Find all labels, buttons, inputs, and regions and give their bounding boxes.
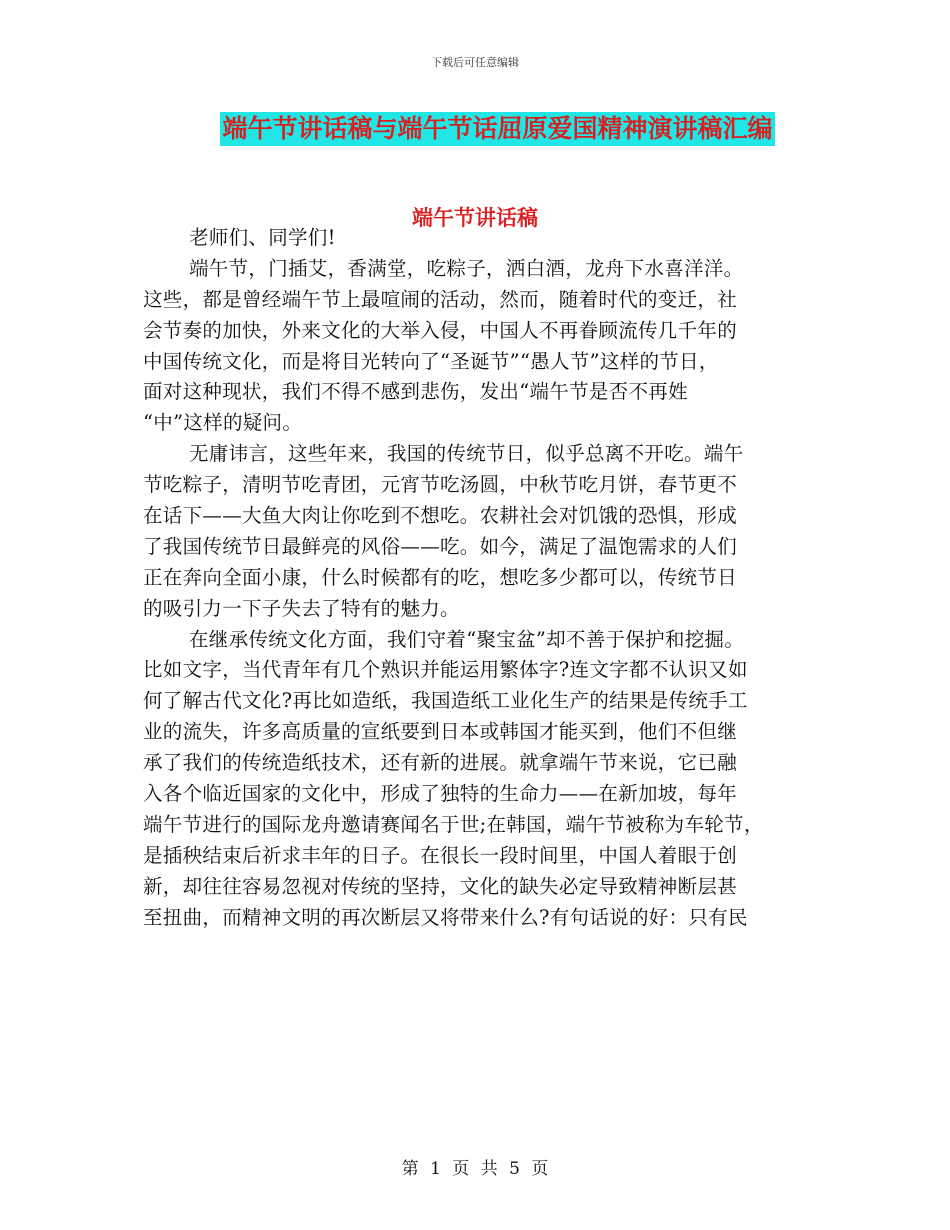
body-text-line: 端午节进行的国际龙舟邀请赛闻名于世;在韩国，端午节被称为车轮节， [143,812,764,836]
body-text-line: 比如文字，当代青年有几个熟识并能运用繁体字?连文字都不认识又如 [143,658,748,682]
body-text-line: 面对这种现状，我们不得不感到悲伤，发出“端午节是否不再姓 [143,380,688,404]
body-text-line: 的吸引力一下子失去了特有的魅力。 [143,596,460,620]
body-text-line: 正在奔向全面小康，什么时候都有的吃，想吃多少都可以，传统节日 [143,565,738,589]
document-body [143,223,808,933]
body-text-line: 新，却往往容易忽视对传统的坚持，文化的缺失必定导致精神断层甚 [143,874,738,898]
body-text-line: 老师们、同学们! [189,226,336,249]
page-header-note: 下载后可任意编辑 [431,56,519,69]
body-text-line: 端午节，门插艾，香满堂，吃粽子，洒白酒，龙舟下水喜洋洋。 [189,256,744,280]
body-text-line: 会节奏的加快，外来文化的大举入侵，中国人不再眷顾流传几千年的 [143,318,738,342]
body-text-line: 业的流失，许多高质量的宣纸要到日本或韩国才能买到，他们不但继 [143,720,738,744]
body-text-line: 中国传统文化，而是将目光转向了“圣诞节”“愚人节”这样的节日， [143,349,719,373]
document-title: 端午节讲话稿与端午节话屈原爱国精神演讲稿汇编 [220,112,774,146]
body-text-line: 至扭曲，而精神文明的再次断层又将带来什么?有句话说的好：只有民 [143,905,748,929]
page-footer: 第 1 页 共 5 页 [401,1159,549,1179]
body-text-line: 是插秧结束后祈求丰年的日子。在很长一段时间里，中国人着眼于创 [143,843,738,867]
document-title-container [0,112,950,146]
body-text-line: 入各个临近国家的文化中，形成了独特的生命力——在新加坡，每年 [143,782,738,806]
body-text-line: 承了我们的传统造纸技术，还有新的进展。就拿端午节来说，它已融 [143,751,738,775]
body-text-line: 在继承传统文化方面，我们守着“聚宝盆”却不善于保护和挖掘。 [189,627,745,651]
body-text-line: 何了解古代文化?再比如造纸，我国造纸工业化生产的结果是传统手工 [143,689,748,713]
body-text-line: 无庸讳言，这些年来，我国的传统节日，似乎总离不开吃。端午 [189,442,744,466]
section-title: 端午节讲话稿 [412,206,538,230]
body-text-line: 了我国传统节日最鲜亮的风俗——吃。如今，满足了温饱需求的人们 [143,534,738,558]
body-text-line: 在话下——大鱼大肉让你吃到不想吃。农耕社会对饥饿的恐惧，形成 [143,504,738,528]
body-text-line: 节吃粽子，清明节吃青团，元宵节吃汤圆，中秋节吃月饼，春节更不 [143,473,738,497]
body-text-line: 这些，都是曾经端午节上最喧闹的活动，然而，随着时代的变迁，社 [143,287,738,311]
body-text-line: “中”这样的疑问。 [143,411,303,435]
